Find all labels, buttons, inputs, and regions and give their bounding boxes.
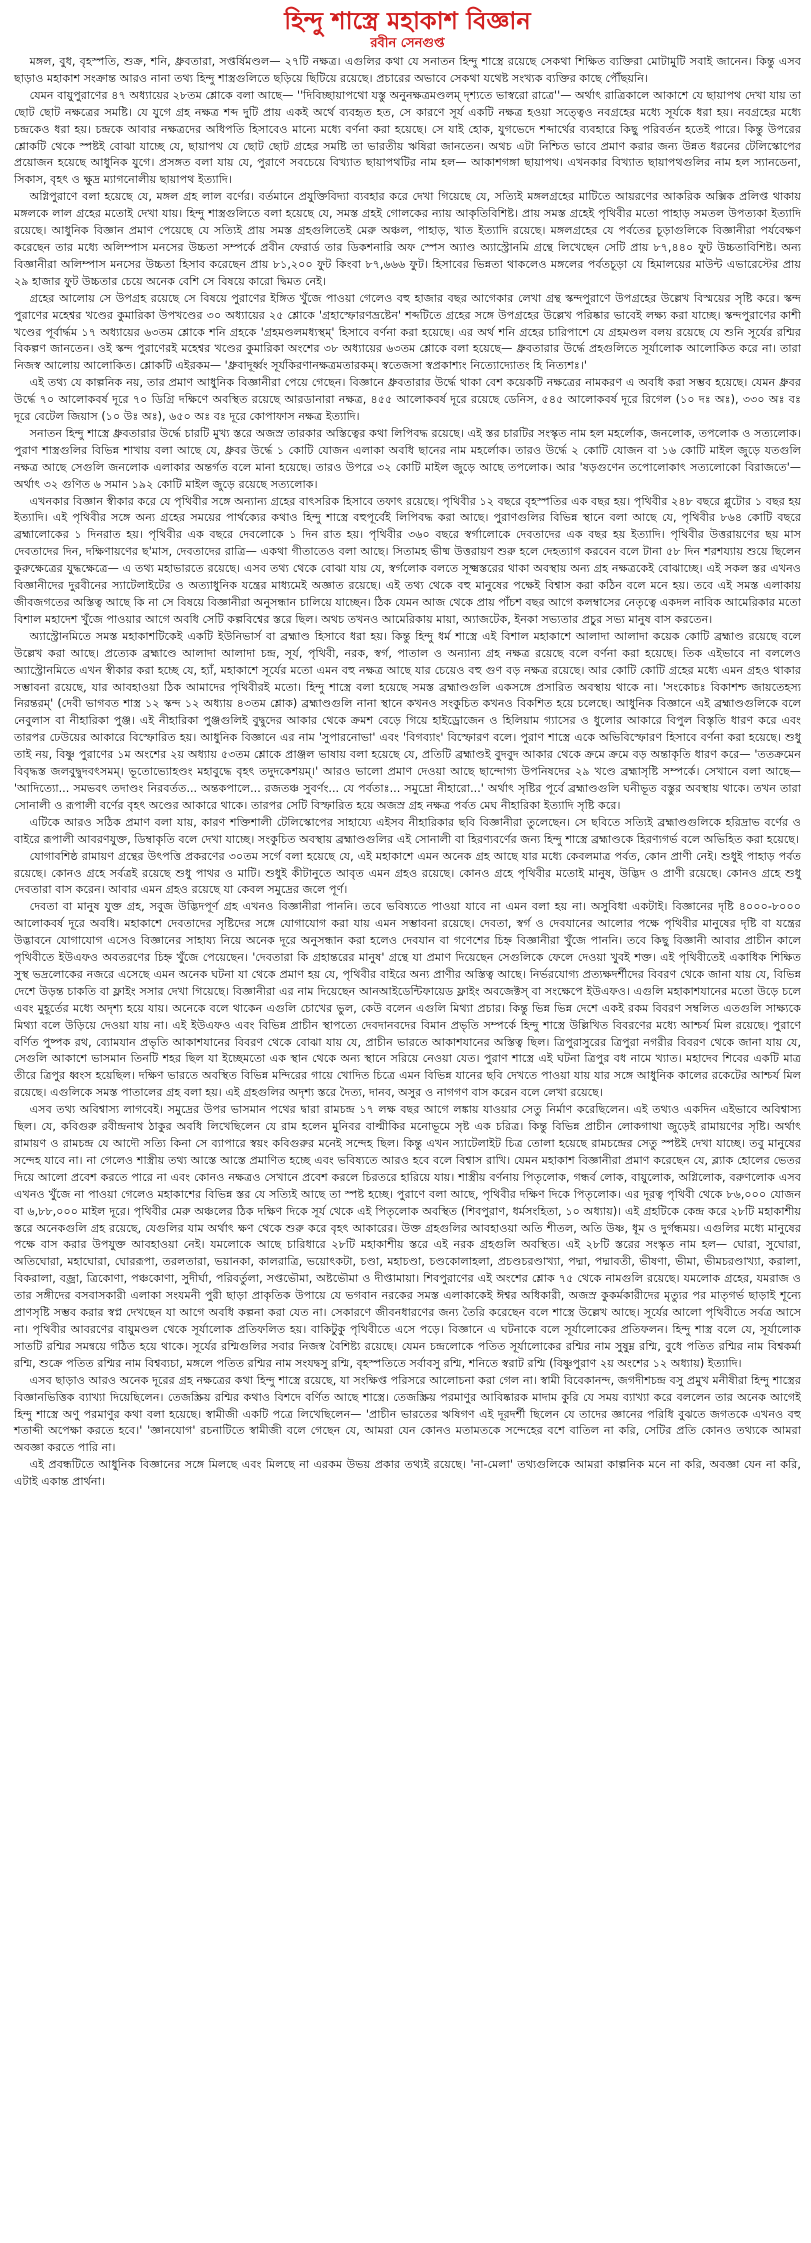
paragraph: দেবতা বা মানুষ যুক্ত গ্রহ, সবুজ উদ্ভিদপূর্ণ গ্রহ এখনও বিজ্ঞানীরা পাননি। তবে ভবিষ্যতে পাওয়া যাবে না এমন বলা হয় না। অসুবিধা একটাই। বিজ্ঞানের দৃষ্টি ৪০০০-৮০০০ আলোকবর্ষ দূরে অবধি। মহাকাশে দেবতাদের সৃষ্টিদের সঙ্গে যোগাযোগ করা যায় এমন সম্ভাবনা রয়েছে। দেবতা, স্বর্গ ও দেবযানের আলোর পক্ষে পৃথিবীর মানুষের দৃষ্টি বা যন্ত্রের উদ্ভাবনে যোগাযোগ এসেও বিজ্ঞানের সাহায্য নিয়ে অনেক দূরে অনুসন্ধান করা হলেও দেবযান বা গণেশের চিহ্ন বিজ্ঞানীরা খুঁজে পাননি। তবে কিছু বিজ্ঞানী আবার প্রাচীন কালে পৃথিবীতে ইউএফও অবতরণের চিহ্ন খুঁজে পেয়েছেন। 'দেবতারা কি গ্রহান্তরের মানুষ' গ্রন্থে যা প্রমাণ দিয়েছেন সেগুলিকে ফেলে দেওয়া খুবই শক্ত। এই পৃথিবীতেই একাধিক শিক্ষিত সুস্থ ভদ্রলোকের নজরে এসেছে এমন অনেক ঘটনা যা থেকে প্রমাণ হয় যে, পৃথিবীর বাইরে অন্য প্রাণীর অস্তিত্ব আছে। নির্ভরযোগ্য প্রত্যক্ষদর্শীদের বিবরণ থেকে জানা যায় যে, বিভিন্ন দেশে উড়ন্ত চাকতি বা ফ্লাইং সসার দেখা গিয়েছে। বিজ্ঞানীরা এর নাম দিয়েছেন আনআইডেন্টিফায়েড ফ্লাইং অবজেক্টস্ বা সংক্ষেপে ইউএফও। এগুলি মহাকাশযানের মতো উড়ে চলে এবং মুহূর্তের মধ্যে অদৃশ্য হয়ে যায়। অনেকে বলে থাকেন এগুলি চোখের ভুল, কেউ বলেন এগুলি মিথ্যা প্রচার। কিন্তু ভিন্ন ভিন্ন দেশে একই রকম বিবরণ সম্বলিত এতগুলি সাক্ষ্যকে মিথ্যা বলে উড়িয়ে দেওয়া যায় না। এই ইউএফও এবং বিভিন্ন প্রাচীন স্থাপত্যে দেবদানবদের বিমান প্রভৃতি সম্পর্কে হিন্দু শাস্ত্রে উল্লিখিত বিবরণের মধ্যে আশ্চর্য মিল রয়েছে। পুরাণে বর্ণিত পুষ্পক রথ, ব্যোমযান প্রভৃতি আকাশযানের বিবরণ থেকে বোঝা যায় যে, প্রাচীন ভারতে আকাশযানের অস্তিত্ব ছিল। ত্রিপুরাসুরের ত্রিপুরা নগরীর বিবরণ থেকে জানা যায় যে, সেগুলি আকাশে ভাসমান তিনটি শহর ছিল যা ইচ্ছেমতো এক স্থান থেকে অন্য স্থানে সরিয়ে নেওয়া যেত। পুরাণ শাস্ত্রে এই ঘটনা ত্রিপুর বধ নামে খ্যাত। মহাদেব শিবের একটি মাত্র তীরে ত্রিপুর ধ্বংস হয়েছিল। দক্ষিণ ভারতে অবস্থিত বিভিন্ন মন্দিরের গায়ে খোদিত চিত্রে এমন বিভিন্ন যানের ছবি দেখতে পাওয়া যায় যার সঙ্গে আধুনিক কালের রকেটের আশ্চর্য মিল রয়েছে। এগুলিকে সমস্ত পাতালের গ্রহ বলা হয়। এই গ্রহগুলির অদৃশ্য স্তরে দৈত্য, দানব, অসুর ও নাগগণ বাস করেন বলে লেখা রয়েছে। [14, 900, 801, 1100]
paragraph: মঙ্গল, বুধ, বৃহস্পতি, শুক্র, শনি, ধ্রুবতারা, সপ্তর্ষিমণ্ডল— ২৭টি নক্ষত্র। এগুলির কথা যে সনাতন হিন্দু শাস্ত্রে রয়েছে সেকথা শিক্ষিত ব্যক্তিরা মোটামুটি সবাই জানেন। কিন্তু এসব ছাড়াও মহাকাশ সংক্রান্ত আরও নানা তথ্য হিন্দু শাস্ত্রগুলিতে ছড়িয়ে ছিটিয়ে রয়েছে। প্রচারের অভাবে সেকথা যথেষ্ট সংখ্যক ব্যক্তির কাছে পৌঁছয়নি। [14, 55, 801, 85]
paragraph: এসব ছাড়াও আরও অনেক দূরের গ্রহ নক্ষত্রের কথা হিন্দু শাস্ত্রে রয়েছে, যা সংক্ষিপ্ত পরিসরে আলোচনা করা গেল না। স্বামী বিবেকানন্দ, জগদীশচন্দ্র বসু প্রমুখ মনীষীরা হিন্দু শাস্ত্রের বিজ্ঞানভিত্তিক ব্যাখ্যা দিয়েছিলেন। তেজস্ক্রিয় রশ্মির কথাও বিশদে বর্ণিত আছে শাস্ত্রে। তেজস্ক্রিয় পরমাণুর আবিষ্কারক মাদাম কুরি যে সময় ব্যাখ্যা করে বললেন তার অনেক আগেই হিন্দু শাস্ত্রে অণু পরমাণুর কথা বলা হয়েছে। স্বামীজী একটি পত্রে লিখেছিলেন— 'প্রাচীন ভারতের ঋষিগণ এই দূরদর্শী ছিলেন যে তাদের জ্ঞানের পরিধি বুঝতে জগতকে এখনও বহু শতাব্দী অপেক্ষা করতে হবে।' 'জ্ঞানযোগ' রচনাটিতে স্বামীজী বলে গেছেন যে, আমরা যেন কোনও মতামতকে সন্দেহের বশে বাতিল না করি, সেটির প্রতি কোনও তথ্যকে আমরা অবজ্ঞা করতে পারি না। [14, 1373, 801, 1455]
paragraph: এসব তথ্য অবিশ্বাস্য লাগবেই। সমুদ্রের উপর ভাসমান পথের দ্বারা রামচন্দ্র ১৭ লক্ষ বছর আগে লঙ্কায় যাওয়ার সেতু নির্মাণ করেছিলেন। এই তথ্যও একদিন এইভাবে অবিশ্বাস্য ছিল। যে, কবিগুরু রবীন্দ্রনাথ ঠাকুর অবধি লিখেছিলেন যে রাম হলেন মুনিবর বাল্মীকির মনোভূমে সৃষ্ট এক চরিত্র। কিন্তু বিভিন্ন প্রাচীন লোকগাথা জুড়েই রামায়ণের সৃষ্টি। অর্থাৎ রামায়ণ ও রামচন্দ্র যে আদৌ সত্যি কিনা সে ব্যাপারে স্বয়ং কবিগুরুর মনেই সন্দেহ ছিল। কিন্তু এখন স্যাটেলাইট চিত্র তোলা হয়েছে রামচন্দ্রের সেতু স্পষ্টই দেখা যাচ্ছে। তবু মানুষের সন্দেহ যাবে না। না গেলেও শাস্ত্রীয় তথ্য আস্তে আস্তে প্রমাণিত হচ্ছে এবং ভবিষ্যতে আরও হবে বলে বিশ্বাস রাখি। যেমন মহাকাশ বিজ্ঞানীরা প্রমাণ করেছেন যে, ব্ল্যাক হোলের ভেতর দিয়ে আলো প্রবেশ করতে পারে না এবং কোনও নক্ষত্রও সেখানে প্রবেশ করলে চিরতরে হারিয়ে যায়। শাস্ত্রীয় বর্ণনায় পিতৃলোক, গন্ধর্ব লোক, বায়ুলোক, অগ্নিলোক, বরুণলোক এসব এখনও খুঁজে না পাওয়া গেলেও মহাকাশের বিভিন্ন স্তর যে সত্যিই আছে তা স্পষ্ট হচ্ছে। পুরাণে বলা আছে, পৃথিবীর দক্ষিণ দিকে পিতৃলোক। এর দূরত্ব পৃথিবী থেকে ৮৬,০০০ যোজন বা ৬,৮৮,০০০ মাইল দূরে। পৃথিবীর মেরু অঞ্চলের ঠিক দক্ষিণ দিকে সূর্য থেকে এই পিতৃলোক অবস্থিত (শিবপুরাণ, ধর্মসংহিতা, ১০ অধ্যায়)। এই গ্রহটিকে কেন্দ্র করে ২৮টি মহাকাশীয় স্তরে অনেকগুলি গ্রহ রয়েছে, যেগুলির যাম অর্থাৎ ক্ষণ থেকে শুরু করে বৃহৎ আকারের। উক্ত গ্রহগুলির আবহাওয়া অতি শীতল, অতি উষ্ণ, ধূম ও দুর্গন্ধময়। এগুলির মধ্যে মানুষের পক্ষে বাস করার উপযুক্ত আবহাওয়া নেই। যমলোকে আছে চারিধারে ২৮টি মহাকাশীয় স্তরে এই নরক গ্রহগুলি অবস্থিত। এই ২৮টি স্তরের সংস্কৃত নাম হল— ঘোরা, সুঘোরা, অতিঘোরা, মহাঘোরা, ঘোররূপা, তরলতারা, ভয়ানকা, কালরাত্রি, ভয়োৎকটা, চণ্ডা, মহাচণ্ডা, চণ্ডকোলাহলা, প্রচণ্ডচরণ্ডাখ্যা, পদ্মা, পদ্মাবতী, ভীষণা, ভীমা, ভীমচরণ্ডাখ্যা, করালা, বিকরালা, বজ্রা, ত্রিকোণা, পঞ্চকোণা, সুদীর্ঘা, পরিবর্তুলা, সপ্তভৌমা, অষ্টভৌমা ও দীপ্তামায়া। শিবপুরাণের এই অংশের শ্লোক ৭৫ থেকে নামগুলি রয়েছে। যমলোক গ্রহের, যমরাজ ও তার সঙ্গীদের বসবাসকারী এলাকা সংযমনী পুরী ছাড়া প্রাকৃতিক উপায়ে যে ভগবান নরকের সমস্ত এলাকাকেই ঈশ্বর অধিকারী, অজস্র কুকর্মকারীদের মৃত্যুর পর মাতৃগর্ভ ছাড়াই শূন্যে প্রাণসৃষ্টি সম্ভব করার স্বপ্ন দেখছেন যা আগে অবধি কল্পনা করা যেত না। সেকারণে জীবনধারণের জন্য তৈরি করেছেন বলে শাস্ত্রে উল্লেখ আছে। সূর্যের আলো পৃথিবীতে সর্বত্র আসে না। পৃথিবীর আবরণের বায়ুমণ্ডল থেকে সূর্যালোক প্রতিফলিত হয়। বাকিটুকু পৃথিবীতে এসে পড়ে। বিজ্ঞানে এ ঘটনাকে বলে সূর্যালোকের প্রতিফলন। হিন্দু শাস্ত্র বলে যে, সূর্যালোক সাতটি রশ্মির সমন্বয়ে গঠিত হয়ে থাকে। সূর্যের রশ্মিগুলির সবার নিজস্ব বৈশিষ্ট্য রয়েছে। যেমন চন্দ্রলোকে পতিত সূর্যালোকের রশ্মির নাম সুষুম্ন রশ্মি, বুধে পতিত রশ্মির নাম বিশ্বকর্মা রশ্মি, শুক্রে পতিত রশ্মির নাম বিশ্বব্যচা, মঙ্গলে পতিত রশ্মির নাম সংযদ্বসু রশ্মি, বৃহস্পতিতে সর্বাবসু রশ্মি, শনিতে স্বরাট রশ্মি (বিষ্ণুপুরাণ ২য় অংশের ১২ অধ্যায়) ইত্যাদি। [14, 1103, 802, 1370]
article-body [14, 54, 801, 1491]
paragraph: এই তথ্য যে কাল্পনিক নয়, তার প্রমাণ আধুনিক বিজ্ঞানীরা পেয়ে গেছেন। বিজ্ঞানে ধ্রুবতারার উর্দ্ধে থাকা বেশ কয়েকটি নক্ষত্রের নামকরণ এ অবধি করা সম্ভব হয়েছে। যেমন ধ্রুবর উর্দ্ধে ৭০ আলোকবর্ষ দূরে ৭০ ডিগ্রি দক্ষিণে অবস্থিত রয়েছে আরডানারা নক্ষত্র, ৪৫৫ আলোকবর্ষ দূরে রয়েছে ডেনিস, ৫৪৫ আলোকবর্ষ দূরে রিগেল (১০ দঃ অঃ), ৩৩০ অঃ বঃ দূরে বেটেল জিয়াস (১০ উঃ অঃ), ৬৫০ অঃ বঃ দূরে কোপাফাস নক্ষত্র ইত্যাদি। [14, 376, 801, 424]
paragraph: এখনকার বিজ্ঞান স্বীকার করে যে পৃথিবীর সঙ্গে অন্যান্য গ্রহের বাৎসরিক হিসাবে তফাৎ রয়েছে। পৃথিবীর ১২ বছরে বৃহস্পতির এক বছর হয়। পৃথিবীর ২৪৮ বছরে প্লুটোর ১ বছর হয় ইত্যাদি। এই পৃথিবীর সঙ্গে অন্য গ্রহের সময়ের পার্থক্যের কথাও হিন্দু শাস্ত্রে বহুপূর্বেই লিপিবদ্ধ করা আছে। পুরাণগুলির বিভিন্ন স্থানে বলা আছে যে, পৃথিবীর ৮৬৪ কোটি বছরে ব্রহ্মালোকের ১ দিনরাত হয়। পৃথিবীর এক বছরে দেবলোকে ১ দিন রাত হয়। পৃথিবীর ৩৬০ বছরে স্বর্গালোকে দেবতাদের এক বছর হয় ইত্যাদি। পৃথিবীর উত্তরায়ণের ছয় মাস দেবতাদের দিন, দক্ষিণায়ণের ছ'মাস, দেবতাদের রাত্রি— একথা গীতাতেও বলা আছে। সিতামহ ভীষ্ম উত্তরায়ণ শুরু হলে দেহত্যাগ করবেন বলে টানা ৫৮ দিন শরশয্যায় শুয়ে ছিলেন কুরুক্ষেত্রের যুদ্ধক্ষেত্রে— এ তথ্য মহাভারতে রয়েছে। এসব তথ্য থেকে বোঝা যায় যে, স্বর্গলোক বলতে সূক্ষ্মস্তরের থাকা অবস্থায় অন্য গ্রহ নক্ষত্রকেই বোঝাচ্ছে। এই সকল স্তর এখনও বিজ্ঞানীদের দুরবীনের স্যাটেলাইটের ও অত্যাধুনিক যন্ত্রের মাধ্যমেই অজ্ঞাত রয়েছে। এই তথ্য থেকে বহু মানুষের পক্ষেই বিশ্বাস করা কঠিন বলে মনে হয়। তবে এই সমস্ত এলাকায় জীবজগতের অস্তিত্ব আছে কি না সে বিষয়ে বিজ্ঞানীরা অনুসন্ধান চালিয়ে যাচ্ছেন। ঠিক যেমন আজ থেকে প্রায় পাঁচশ বছর আগে কলম্বাসের নেতৃত্বে একদল নাবিক আমেরিকার মতো বিশাল মহাদেশ খুঁজে পাওয়ার আগে অবধি সেটি কল্পবিশ্বের স্তরে ছিল। অথচ তখনও আমেরিকায় মায়া, অ্যাজটেক, ইনকা সভ্যতার প্রচুর সভ্য মানুষ বাস করতেন। [14, 494, 801, 626]
paragraph: অগ্নিপুরাণে বলা হয়েছে যে, মঙ্গল গ্রহ লাল বর্ণের। বর্তমানে প্রযুক্তিবিদ্যা ব্যবহার করে দেখা গিয়েছে যে, সত্যিই মঙ্গলগ্রহের মাটিতে আয়রণের আকরিক অক্সিক প্রলিপ্ত থাকায় মঙ্গলকে লাল গ্রহের মতোই দেখা যায়। হিন্দু শাস্ত্রগুলিতে বলা হয়েছে যে, সমস্ত গ্রহই গোলকের ন্যায় আকৃতিবিশিষ্ট। প্রায় সমস্ত গ্রহেই পৃথিবীর মতো পাহাড় সমতল উপত্যকা ইত্যাদি রয়েছে। আধুনিক বিজ্ঞান প্রমাণ পেয়েছে যে সত্যিই প্রায় সমস্ত গ্রহগুলিতেই মেরু অঞ্চল, পাহাড়, খাত ইত্যাদি রয়েছে। মঙ্গলগ্রহের যে পর্বতের চূড়াগুলিকে বিজ্ঞানীরা পর্যবেক্ষণ করেছেন তার মধ্যে অলিম্পাস মনসের উচ্চতা সম্পর্কে প্রবীন ফেরার্ড তার ডিকশনারি অফ স্পেস অ্যাণ্ড অ্যাস্ট্রোনমি গ্রন্থে লিখেছেন সেটি প্রায় ৮৭,৪৪০ ফুট উচ্চতাবিশিষ্ট। অন্য বিজ্ঞানীরা অলিম্পাস মনসের উচ্চতা হিসাব করেছেন প্রায় ৮১,২০০ ফুট কিংবা ৮৭,৬৬৬ ফুট। হিসাবের ভিন্নতা থাকলেও মঙ্গলের পর্বতচূড়া যে হিমালয়ের মাউন্ট এভারেস্টের প্রায় ২৯ হাজার ফুট উচ্চতার চেয়ে অনেক বেশি সে বিষয়ে কারো দ্বিমত নেই। [14, 190, 801, 288]
paragraph: গ্রহের আলোয় সে উপগ্রহ রয়েছে সে বিষয়ে পুরাণের ইঙ্গিত খুঁজে পাওয়া গেলেও বহু হাজার বছর আগেকার লেখা গ্রন্থ স্কন্দপুরাণে উপগ্রহের উল্লেখ বিস্ময়ের সৃষ্টি করে। স্কন্দ পুরাণের মহেশ্বর খণ্ডের কুমারিকা উপখণ্ডের ৩০ অধ্যায়ের ২৫ শ্লোকে 'গ্রহাস্ফোরণভ্রষ্টেন' শব্দটিতে গ্রহের সঙ্গে উপগ্রহের উল্লেখ পরিষ্কার ভাবেই লক্ষ্য করা যাচ্ছে। স্কন্দপুরাণের কাশী খণ্ডের পূর্বার্দ্ধম ১৭ অধ্যায়ের ৬৩তম শ্লোকে শনি গ্রহকে 'গ্রহমণ্ডলমধ্যস্থম্' হিসাবে বর্ণনা করা হয়েছে। এর অর্থ শনি গ্রহের চারিপাশে যে গ্রহমণ্ডল বলয় রয়েছে যে শুনি সূর্যের রশ্মির বিকল্পণ জানতেন। ওই স্কন্দ পুরাণেরই মহেশ্বর খণ্ডের কুমারিকা অংশের ৩৮ অধ্যায়ের ৬৩তম শ্লোকে বলা হয়েছে— ধ্রুবতারার উর্দ্ধে প্রহগুলিতে সূর্যালোক আলোকিত করে না। তারা নিজস্ব আলোয় আলোকিত। শ্লোকটি এইরকম— 'ধ্রুবাদূর্ধ্বং সূর্যকিরণানক্ষত্রমতারকম্। স্বতেজসা স্বপ্রকাশ্যং নিত্যোদ্যোতং হি নিত্যশঃ।' [14, 291, 801, 373]
article-author: রবীন সেনগুপ্ত [370, 36, 445, 51]
paragraph: এটিকে আরও সঠিক প্রমাণ বলা যায়, কারণ শক্তিশালী টেলিস্কোপের সাহায্যে এইসব নীহারিকার ছবি বিজ্ঞানীরা তুলেছেন। সে ছবিতে সত্যিই ব্রহ্মাণ্ডগুলিকে হরিদ্রাভ বর্ণের ও বাইরে রূপালী আবরণযুক্ত, ডিম্বাকৃতি বলে দেখা যাচ্ছে। সংকুচিত অবস্থায় ব্রহ্মাণ্ডগুলির এই সোনালী বা হিরণ্যবর্ণের জন্য হিন্দু শাস্ত্রে ব্রহ্মাণ্ডকে হিরণ্যগর্ভ বলে অভিহিত করা হয়েছে। [14, 815, 801, 846]
paragraph: সনাতন হিন্দু শাস্ত্রে ধ্রুবতারার উর্দ্ধে চারটি মুখ্য স্তরে অজস্র তারকার অস্তিত্বের কথা লিপিবদ্ধ রয়েছে। এই স্তর চারটির সংস্কৃত নাম হল মহর্লোক, জনলোক, তপলোক ও সত্যলোক। পুরাণ শাস্ত্রগুলির বিভিন্ন শাখায় বলা আছে যে, ধ্রুবর উর্দ্ধে ১ কোটি যোজন এলাকা অবধি ছানের নাম মহর্লোক। তারও উর্দ্ধে ২ কোটি যোজন বা ১৬ কোটি মাইল জুড়ে যতগুলি নক্ষত্র আছে সেগুলি জনলোক এলাকার অন্তর্গত বলে মানা হয়েছে। তারও উপরে ৩২ কোটি মাইল জুড়ে আছে তপলোক। আর 'ষড়গুণেন তপোলোকাৎ সত্যলোকো বিরাজতে'— অর্থাৎ ৩২ গুণিত ৬ সমান ১৯২ কোটি মাইল জুড়ে রয়েছে সত্যলোক। [14, 426, 801, 491]
paragraph: এই প্রবন্ধটিতে আধুনিক বিজ্ঞানের সঙ্গে মিলছে এবং মিলছে না এরকম উভয় প্রকার তথ্যই রয়েছে। 'না-মেলা' তথ্যগুলিকে আমরা কাল্পনিক মনে না করি, অবজ্ঞা যেন না করি, এটাই একান্ত প্রার্থনা। [14, 1458, 801, 1489]
paragraph: যোগাবশিষ্ঠ রামায়ণ গ্রন্থের উৎপত্তি প্রকরণের ৩০তম সর্গে বলা হয়েছে যে, এই মহাকাশে এমন অনেক গ্রহ আছে যার মধ্যে কেবলমাত্র পর্বত, কোন প্রাণী নেই। শুধুই পাহাড় পর্বত রয়েছে। কোনও গ্রহে সর্বত্রই রয়েছে শুধু পাথর ও মাটি। শুধুই কীটানুতে আবৃত এমন গ্রহও রয়েছে। কোনও গ্রহে পৃথিবীর মতোই মানুষ, উদ্ভিদ ও প্রাণী রয়েছে। কোনও গ্রহে শুধু দেবতারা বাস করেন। আবার এমন গ্রহও রয়েছে যা কেবল সমুদ্রের জলে পূর্ণ। [14, 849, 801, 897]
paragraph: অ্যাস্ট্রোনমিতে সমস্ত মহাকাশটিকেই একটি ইউনিভার্স বা ব্রহ্মাণ্ড হিসাবে ধরা হয়। কিন্তু হিন্দু ধর্ম শাস্ত্রে এই বিশাল মহাকাশে আলাদা আলাদা কয়েক কোটি ব্রহ্মাণ্ড রয়েছে বলে উল্লেখ করা আছে। প্রত্যেক ব্রহ্মাণ্ডে আলাদা আলাদা চন্দ্র, সূর্য, পৃথিবী, নরক, স্বর্গ, পাতাল ও অন্যান্য গ্রহ নক্ষত্র রয়েছে বলে বর্ণনা করা হয়েছে। তিক এইভাবে না বললেও অ্যাস্ট্রোনমিতে এখন স্বীকার করা হচ্ছে যে, হ্যাঁ, মহাকাশে সূর্যের মতো এমন বহু নক্ষত্র আছে যার চেয়েও বহু গুণ বড় নক্ষত্র রয়েছে। আর কোটি কোটি গ্রহের মধ্যে এমন গ্রহও থাকার সম্ভাবনা রয়েছে, যার আবহাওয়া ঠিক আমাদের পৃথিবীরই মতো। হিন্দু শাস্ত্রে বলা হয়েছে সমস্ত ব্রহ্মাণ্ডগুলি একসঙ্গে প্রসারিত অবস্থায় থাকে না। 'সংকোচঃ বিকাশশ্চ জায়তেহস্য নিরন্তরম্' (দেবী ভাগবত শাস্ত্র ১২ স্কন্দ ১২ অধ্যায় ৪৩তম শ্লোক) ব্রহ্মাণ্ডগুলি নানা স্থানে কখনও সংকুচিত কখনও বিকশিত হয়ে চলেছে। আধুনিক বিজ্ঞানে এই ব্রহ্মাণ্ডগুলিকে বলে নেবুলাস বা নীহারিকা পুঞ্জ। এই নীহারিকা পুঞ্জগুলিই বুদ্বুদের আকার থেকে ক্রমশ বেড়ে গিয়ে হাইড্রোজেন ও হিলিয়াম গ্যাসের ও ধুলোর আকারে বিপুল বিস্তৃতি ধারণ করে এবং তারপর ঢেউয়ের আকারে বিস্ফোরিত হয়। আধুনিক বিজ্ঞানে এর নাম 'সুপারনোভা' এবং 'বিগব্যাং' বিস্ফোরণ বলে। পুরাণ শাস্ত্রে একে অভিবিস্ফোরণ হিসাবে বর্ণনা করা হয়েছে। শুধু তাই নয়, বিষ্ণু পুরাণের ১ম অংশের ২য় অধ্যায় ৫৩তম শ্লোকে প্রাঞ্জল ভাষায় বলা হয়েছে যে, প্রতিটি ব্রহ্মাণ্ডই বুদবুদ আকার থেকে ক্রমে ক্রমে বড় অন্তাকৃতি ধারণ করে— 'ততক্রমেন বিবৃদ্ধস্ত জলবুদ্বুদবৎসমম্। ভূতোভ্যোহণ্ডং মহাবুদ্ধে বৃহৎ তদুদকেশয়ম্।' আরও ভালো প্রমাণ দেওয়া আছে ছান্দোগ্য উপনিষদের ২৯ খণ্ডে ব্রহ্মাসৃষ্টি সম্পর্কে। সেখানে বলা আছে— 'আদিত্যো... সমভবৎ তদাণ্ডং নিরবর্তত... অন্তকপালে... রজতঞ্চ সুবর্ণং... যে পর্বতাঃ... সমুদ্রো নীহারো...' অর্থাৎ সৃষ্টির পূর্বে ব্রহ্মাণ্ডগুলি ঘনীভূত বস্তুর অবস্থায় থাকে। তখন তারা সোনালী ও রূপালী বর্ণের বৃহৎ অণ্ডের আকারে থাকে। তারপর সেটি বিস্ফারিত হয়ে অজস্র গ্রহ নক্ষত্র পর্বত মেঘ নীহারিকা ইত্যাদি সৃষ্টি করে। [14, 629, 801, 812]
paragraph: যেমন বায়ুপুরাণের ৪৭ অধ্যায়ের ২৮তম শ্লোকে বলা আছে— ''দিবিচ্ছায়াপথো যস্তু অনুনক্ষত্রমণ্ডলম্ দৃশ্যতে ভাস্বরো রাত্রে''— অর্থাৎ রাত্রিকালে আকাশে যে ছায়াপথ দেখা যায় তা ছোট ছোট নক্ষত্রের সমষ্টি। যে যুগে গ্রহ নক্ষত্র শব্দ দুটি প্রায় একই অর্থে ব্যবহৃত হত, সে কারণে সূর্য একটি নক্ষত্র হওয়া সত্ত্বেও নবগ্রহের মধ্যে সূর্যকে ধরা হয়। নবগ্রহের মধ্যে চন্দ্রকেও ধরা হয়। চন্দ্রকে আবার নক্ষত্রদের অধিপতি হিসাবেও মান্যে মধ্যে বর্ণনা করা হয়েছে। সে যাই হোক, যুগভেদে শব্দার্থের ব্যবহারে কিছু পরিবর্তন হতেই পারে। কিন্তু উপরের শ্লোকটি থেকে স্পষ্টই বোঝা যাচ্ছে যে, ছায়াপথ যে ছোট ছোট গ্রহের সমষ্টি তা ভারতীয় ঋষিরা জানতেন। অথচ এটা নিশ্চিত ভাবে প্রমাণ করার জন্য উন্নত ধরনের টেলিস্কোপের প্রয়োজন হয়েছে আধুনিক যুগে। প্রসঙ্গত বলা যায় যে, পুরাণে সবচেয়ে বিখ্যাত ছায়াপথটির নাম হল— আকাশগঙ্গা ছায়াপথ। এখনকার বিখ্যাত ছায়াপথগুলির নাম হল স্যানডেনা, সিকাস, বৃহৎ ও ক্ষুদ্র ম্যাগনোলীয় ছায়াপথ ইত্যাদি। [14, 88, 801, 187]
article-title: হিন্দু শাস্ত্রে মহাকাশ বিজ্ঞান [284, 6, 531, 35]
